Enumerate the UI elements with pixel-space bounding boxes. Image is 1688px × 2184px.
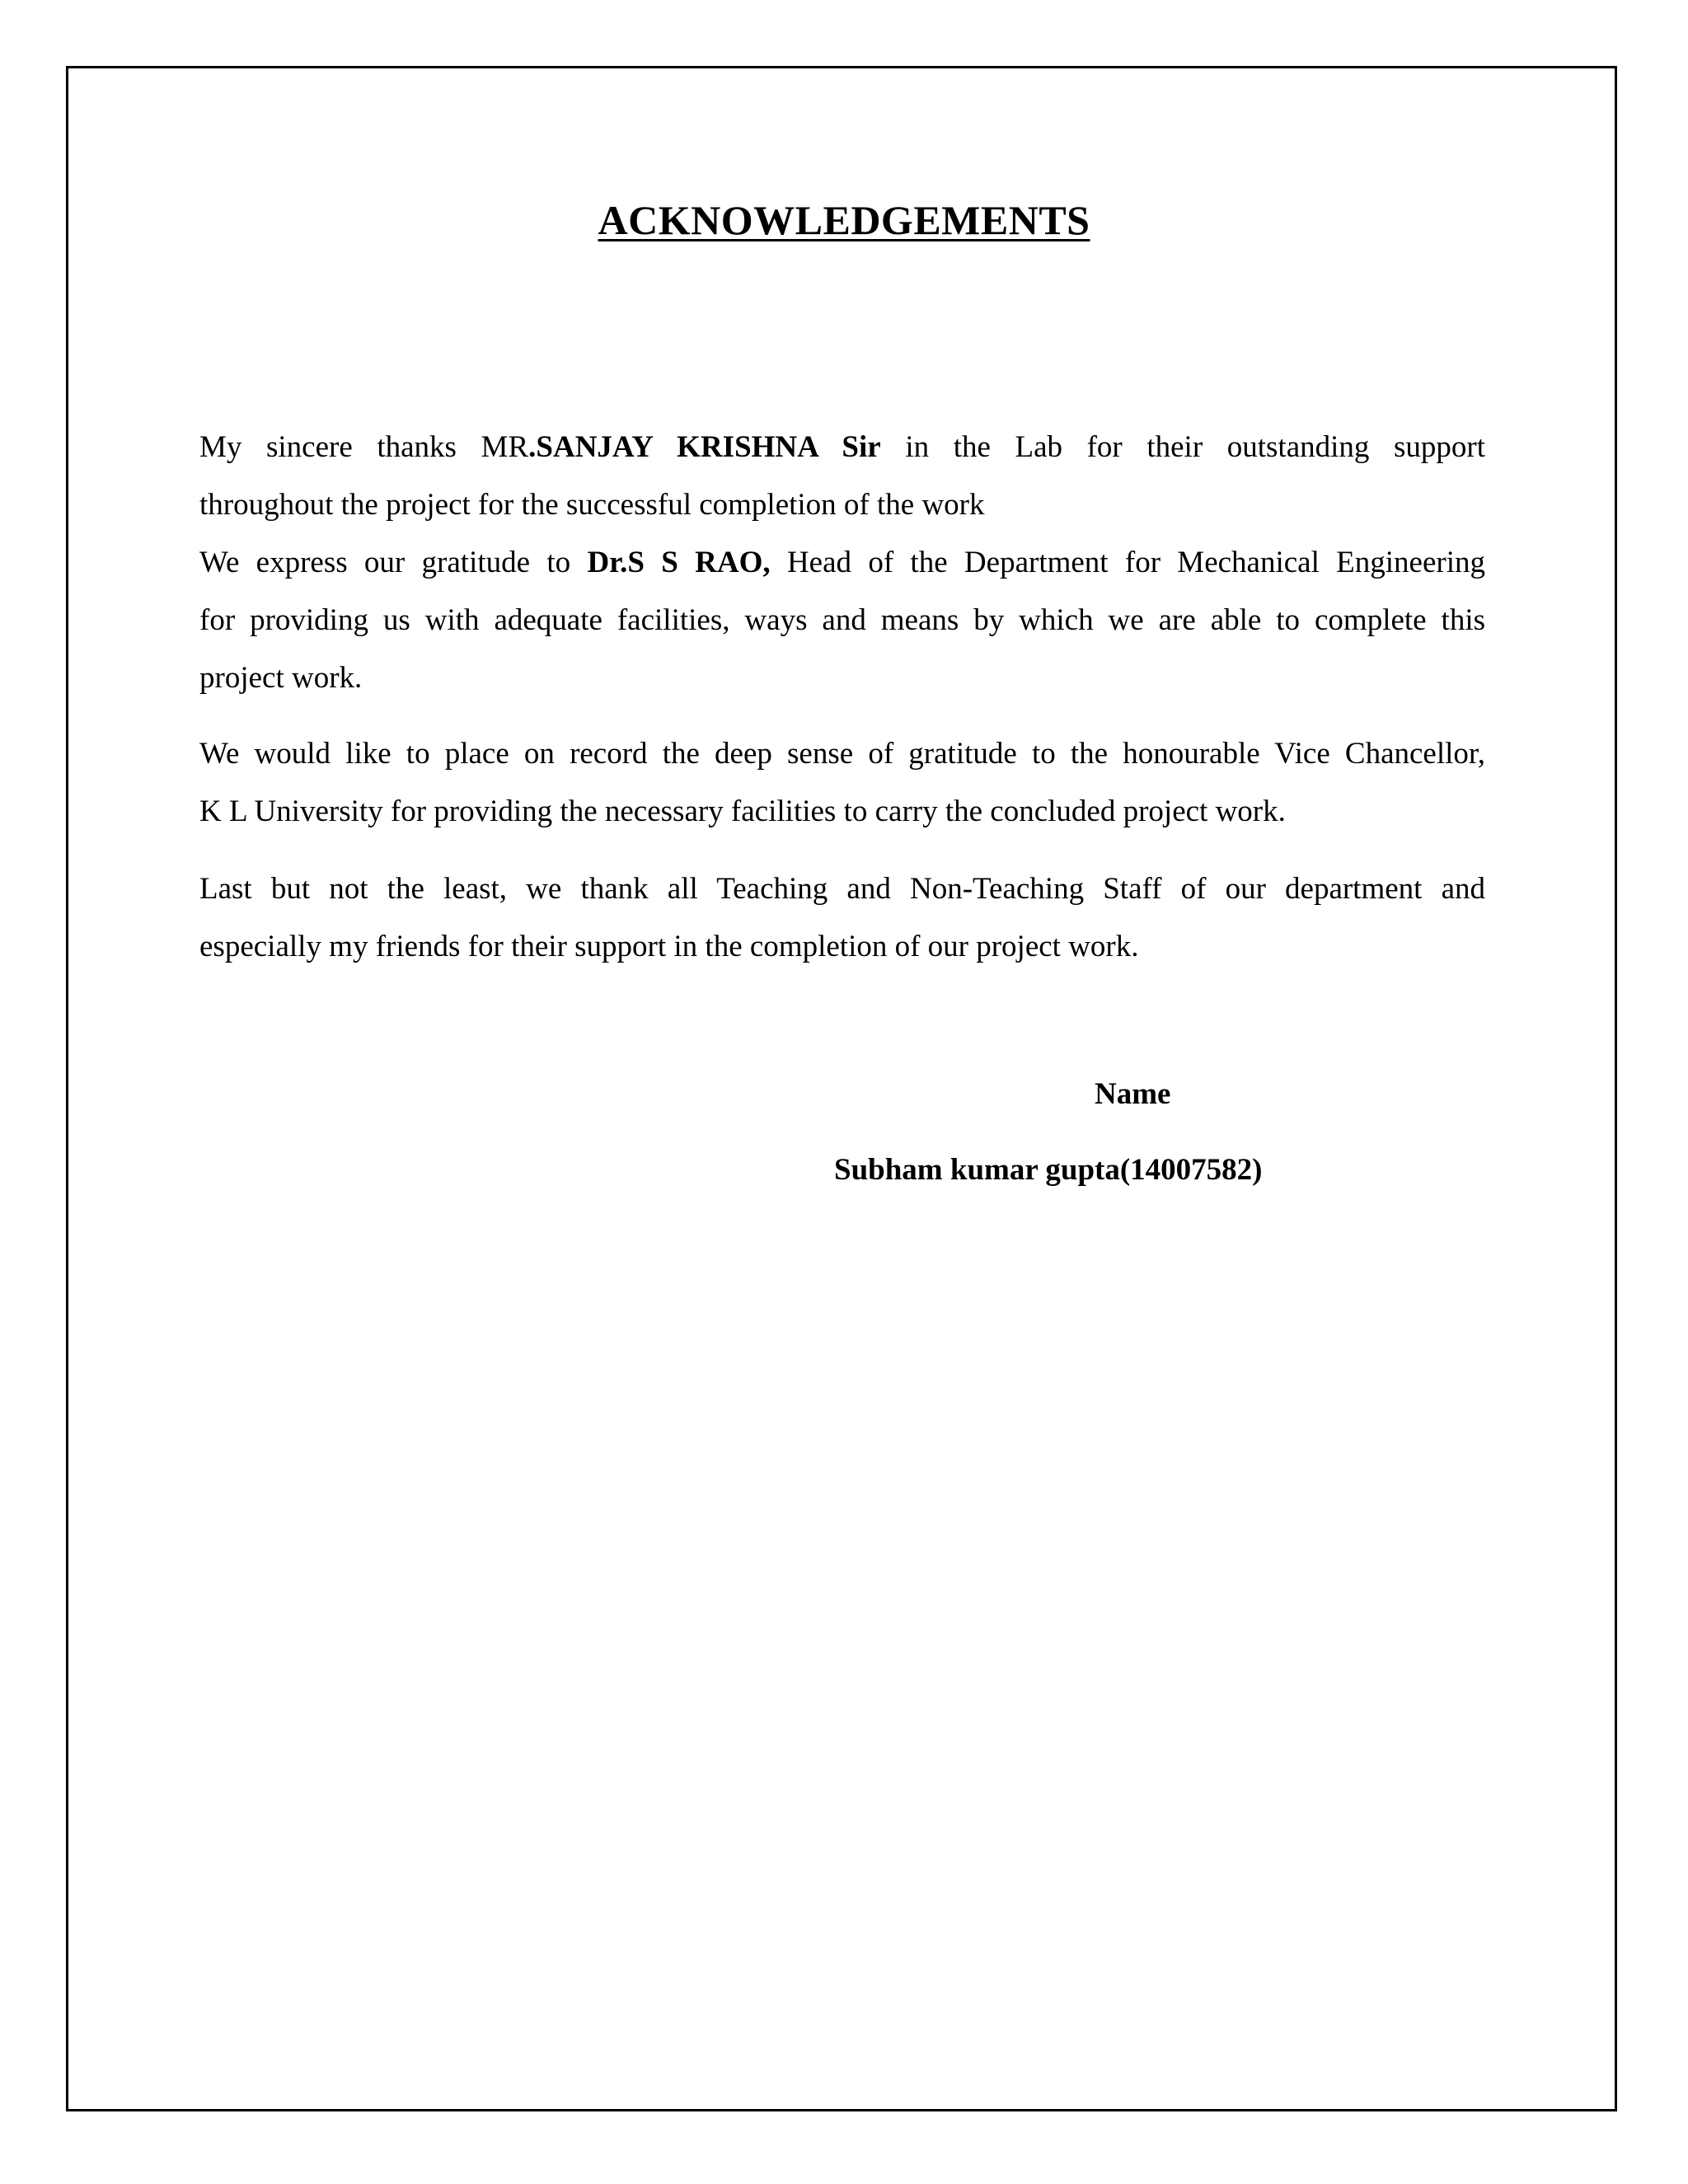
paragraph-thanks xyxy=(199,419,1485,707)
text-span: in the Lab for their outstanding support xyxy=(880,430,1485,464)
hod-name: Dr.S S RAO, xyxy=(587,546,771,579)
paragraph-line xyxy=(199,534,1485,592)
paragraph-staff xyxy=(199,860,1485,976)
signature-name: Subham kumar gupta(14007582) xyxy=(834,1153,1263,1187)
text-span: Head of the Department for Mechanical Engineering xyxy=(770,546,1486,579)
paragraph-line: Last but not the least, we thank all Teaching and Non-Teaching Staff of our department and xyxy=(199,872,1485,906)
paragraph-line: throughout the project for the successful completion of the work xyxy=(199,488,985,522)
page-title: ACKNOWLEDGEMENTS xyxy=(598,197,1090,243)
paragraph-line: for providing us with adequate facilities, ways and means by which we are able to complete this xyxy=(199,603,1485,637)
text-span: We express our gratitude to xyxy=(199,546,588,579)
paragraph-line xyxy=(199,419,1485,476)
paragraph-line: especially my friends for their support in the completion of our project work. xyxy=(199,930,1139,963)
paragraph-vice-chancellor xyxy=(199,725,1485,841)
page-border xyxy=(66,66,1617,2111)
paragraph-line: project work. xyxy=(199,661,363,695)
text-span: My sincere thanks MR xyxy=(199,430,529,464)
guide-name: .SANJAY KRISHNA Sir xyxy=(528,430,881,464)
paragraph-line: We would like to place on record the deep sense of gratitude to the honourable Vice Chancellor, xyxy=(199,737,1485,771)
signature-label: Name xyxy=(1095,1077,1171,1111)
paragraph-line: K L University for providing the necessary facilities to carry the concluded project work. xyxy=(199,794,1286,828)
